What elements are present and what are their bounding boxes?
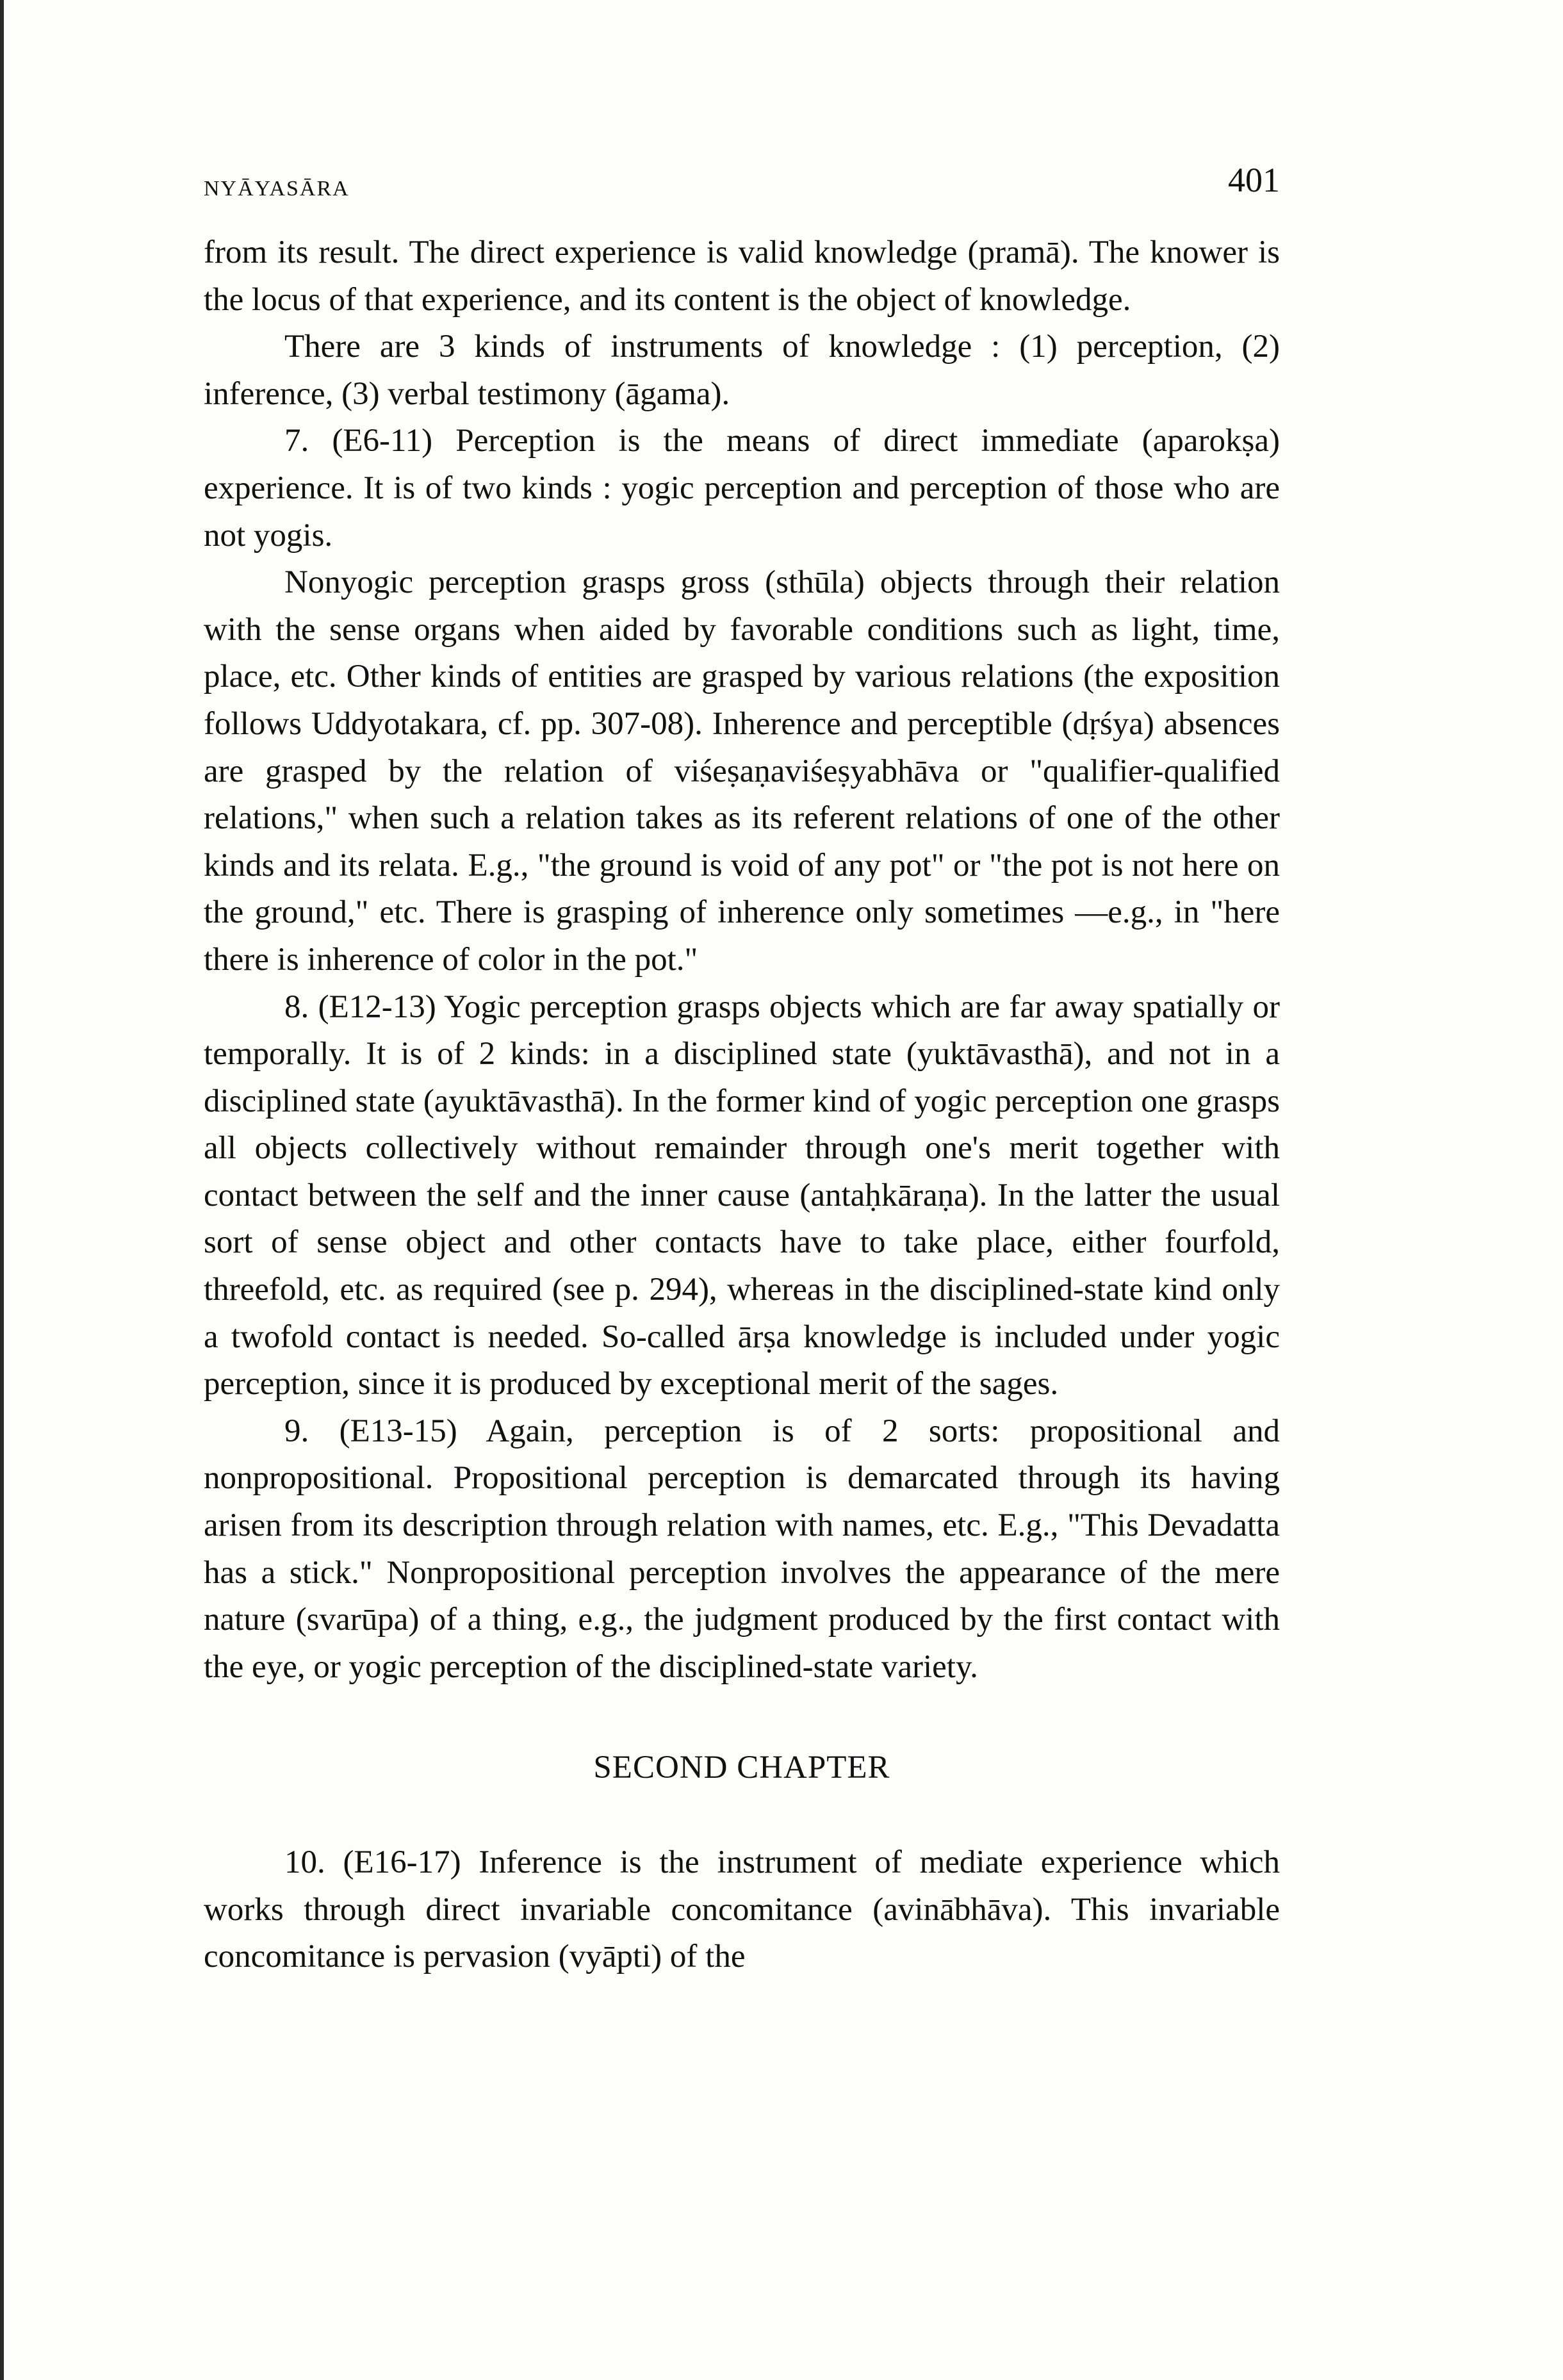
body-text [204, 229, 1280, 1981]
running-head: NYĀYASĀRA [204, 177, 350, 201]
paragraph-continued: from its result. The direct experience is valid knowledge (pramā). The knower is the locus of that experience, and its content is the object of knowledge. [204, 234, 1280, 318]
paragraph-nonyogic-perception: Nonyogic perception grasps gross (sthūla) objects through their relation with the sense organs when aided by favorable conditions such as light, time, place, etc. Other kinds of entities are grasped by various relations (the exposition follows Uddyotakara, cf. pp. 307-08). Inherence and perceptible (dṛśya) absences are grasped by the relation of viśeṣaṇaviśeṣyabhāva or "qualifier-qualified relations," when such a relation takes as its referent relations of one of the other kinds and its relata. E.g., "the ground is void of any pot" or "the pot is not here on the ground," etc. There is grasping of inherence only sometimes —e.g., in "here there is inherence of color in the pot." [204, 564, 1280, 978]
page-number: 401 [1228, 161, 1280, 199]
paragraph-section-9: 9. (E13-15) Again, perception is of 2 sorts: propositional and nonpropositional. Propositional perception is demarcated through its having arisen from its description through relation with names, etc. E.g., "This Devadatta has a stick." Nonpropositional perception involves the appearance of the mere nature (svarūpa) of a thing, e.g., the judgment produced by the first contact with the eye, or yogic perception of the disciplined-state variety. [204, 1413, 1280, 1685]
paragraph-section-7: 7. (E6-11) Perception is the means of direct immediate (aparokṣa) experience. It is of two kinds : yogic perception and perception of those who are not yogis. [204, 423, 1280, 554]
chapter-heading: SECOND CHAPTER [593, 1750, 890, 1786]
page-header [204, 154, 1280, 211]
page-edge-shadow [0, 0, 4, 2380]
paragraph-section-8: 8. (E12-13) Yogic perception grasps objects which are far away spatially or temporally. It is of 2 kinds: in a disciplined state (yuktāvasthā), and not in a disciplined state (ayuktāvasthā). In the former kind of yogic perception one grasps all objects collectively without remainder through one's merit together with contact between the self and the inner cause (antaḥkāraṇa). In the latter the usual sort of sense object and other contacts have to take place, either fourfold, threefold, etc. as required (see p. 294), whereas in the disciplined-state kind only a twofold contact is needed. So-called ārṣa knowledge is included under yogic perception, since it is produced by exceptional merit of the sages. [204, 989, 1280, 1402]
paragraph-section-10: 10. (E16-17) Inference is the instrument of mediate experience which works through direct invariable concomitance (avinābhāva). This invariable concomitance is pervasion (vyāpti) of the [204, 1844, 1280, 1975]
paragraph-instruments: There are 3 kinds of instruments of knowledge : (1) perception, (2) inference, (3) verbal testimony (āgama). [204, 329, 1280, 412]
